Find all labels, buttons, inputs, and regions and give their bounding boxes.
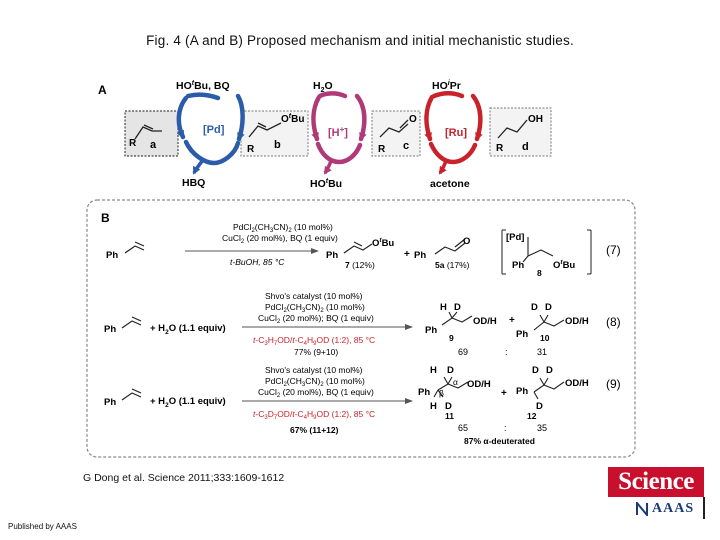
svg-text:Ph: Ph	[326, 250, 339, 261]
svg-text:OD/H: OD/H	[565, 316, 589, 327]
svg-text:H: H	[430, 365, 437, 376]
byproduct-hbq: HBQ	[182, 177, 206, 189]
svg-text:11: 11	[445, 411, 454, 421]
svg-text:D: D	[532, 365, 539, 376]
panel-a	[98, 80, 551, 190]
svg-text:O: O	[409, 114, 417, 125]
acid-catalytic-cycle	[313, 93, 364, 173]
svg-text:+ H2O (1.1 equiv): + $H_2O$ (1.1 equiv)	[150, 323, 226, 336]
citation: G Dong et al. Science 2011;333:1609-1612	[83, 472, 285, 484]
svg-text:D: D	[536, 401, 543, 412]
reaction-8-solvent: $t-C_3H_7OD/t-C_4H_9OD$ (1:2), 85 °C	[253, 335, 376, 347]
svg-text:CuCl2 (20 mol%), BQ (1 equiv): CuCl$_2$ (20 mol%), BQ (1 equiv)	[222, 233, 338, 245]
panel-b	[87, 200, 635, 457]
reaction-8	[104, 291, 621, 357]
byproduct-acetone: acetone	[430, 178, 470, 190]
pd-catalyst: [Pd]	[203, 124, 225, 136]
svg-text:R: R	[129, 138, 137, 149]
aaas-mark-icon	[636, 502, 648, 516]
publisher-credit: Published by AAAS	[8, 522, 77, 531]
reaction-7	[106, 222, 621, 278]
svg-text:Ph: Ph	[425, 325, 438, 336]
science-logo-box	[608, 467, 704, 497]
aaas-logo-text: AAAS	[652, 501, 695, 516]
svg-text::: :	[505, 347, 508, 357]
panel-a-label: A	[98, 83, 107, 97]
svg-text:R: R	[247, 144, 255, 155]
svg-text:PdCl2(CH3CN)2 (10 mol%): $PdCl_2(CH_3CN)_2$ (10 mol%)	[265, 376, 365, 388]
compound-c-label: c	[403, 140, 410, 152]
equation-7-number: (7)	[606, 243, 621, 257]
science-logo	[608, 467, 704, 519]
svg-text:OtBu: $O^tBu$	[553, 259, 576, 271]
svg-text:H: H	[440, 302, 447, 313]
svg-text:OtBu: $O^tBu$	[281, 113, 305, 125]
svg-text::: :	[504, 423, 507, 433]
ratio-65: 65	[458, 423, 469, 433]
svg-text:R: R	[378, 144, 386, 155]
svg-text:+: +	[404, 249, 410, 260]
svg-text:O: O	[463, 236, 471, 247]
svg-text:Ph: Ph	[414, 250, 427, 261]
science-logo-text: Science	[618, 468, 694, 495]
svg-text:Ph: Ph	[106, 250, 119, 261]
reaction-9-solvent: $t-C_3D_7OD/t-C_4H_9OD$ (1:2), 85 °C	[253, 409, 376, 421]
compound-a-label: a	[150, 139, 157, 151]
svg-text:8: 8	[537, 268, 542, 278]
svg-text:D: D	[454, 302, 461, 313]
ratio-69: 69	[458, 347, 469, 357]
equation-8-number: (8)	[606, 315, 621, 329]
svg-text:β: β	[439, 388, 444, 398]
ru-catalyst: [Ru]	[445, 127, 467, 139]
svg-text:D: D	[546, 365, 553, 376]
pd-catalytic-cycle	[179, 95, 243, 173]
reagent-hotbu-bq: $HO^tBu$, BQ	[176, 80, 230, 92]
svg-text:CuCl2 (20 mol%); BQ (1 equiv): CuCl$_2$ (20 mol%); BQ (1 equiv)	[258, 313, 374, 325]
svg-text:OD/H: OD/H	[473, 316, 497, 327]
svg-text:Ph: Ph	[104, 324, 117, 335]
svg-text:12: 12	[527, 411, 537, 421]
svg-text:OH: OH	[528, 114, 543, 125]
panel-b-label: B	[101, 211, 110, 225]
ru-catalytic-cycle	[426, 93, 480, 173]
svg-text:10: 10	[540, 333, 550, 343]
reaction-9-yield: 67% (11+12)	[290, 425, 339, 435]
svg-text:+: +	[501, 388, 507, 399]
svg-text:9: 9	[449, 333, 454, 343]
svg-text:OD/H: OD/H	[565, 378, 589, 389]
svg-text:OtBu: $O^tBu$	[372, 237, 395, 249]
svg-text:+: +	[509, 315, 515, 326]
svg-text:+ H2O (1.1 equiv): + $H_2O$ (1.1 equiv)	[150, 396, 226, 409]
svg-text:Ph: Ph	[516, 329, 529, 340]
ratio-35: 35	[537, 423, 548, 433]
reaction-7-conditions: $PdCl_2(CH_3CN)_2$ (10 mol%)	[233, 222, 333, 234]
reaction-8-yield: 77% (9+10)	[294, 347, 339, 357]
deuteration-note: 87% α-deuterated	[464, 436, 535, 446]
svg-text:Ph: Ph	[512, 260, 525, 271]
reagent-hoipr: $HO^iPr$	[432, 80, 461, 92]
svg-text:Ph: Ph	[418, 387, 431, 398]
equation-9-number: (9)	[606, 377, 621, 391]
svg-text:5a (17%): 5a (17%)	[435, 260, 470, 270]
svg-text:Ph: Ph	[516, 386, 529, 397]
svg-text:α: α	[453, 377, 458, 387]
svg-text:Ph: Ph	[104, 397, 117, 408]
reaction-9	[104, 365, 621, 446]
svg-text:D: D	[531, 302, 538, 313]
logo-divider	[703, 497, 705, 519]
compound-d-label: d	[522, 141, 529, 153]
svg-text:Shvo's catalyst (10 mol%): Shvo's catalyst (10 mol%)	[265, 291, 363, 301]
ratio-31: 31	[537, 347, 548, 357]
svg-text:D: D	[545, 302, 552, 313]
acid-catalyst: [H+]	[328, 125, 348, 139]
compound-b-label: b	[274, 139, 281, 151]
svg-text:R: R	[496, 143, 504, 154]
svg-text:H: H	[430, 401, 437, 412]
figure-caption: Fig. 4 (A and B) Proposed mechanism and initial mechanistic studies.	[146, 33, 574, 48]
reagent-water: $H_2O$	[313, 80, 333, 94]
svg-text:D: D	[447, 365, 454, 376]
svg-text:7 (12%): 7 (12%)	[345, 260, 375, 270]
svg-text:[Pd]: [Pd]	[506, 232, 525, 243]
byproduct-hotbu: $HO^tBu$	[310, 178, 343, 190]
reaction-7-solvent: t-BuOH, 85 °C	[230, 257, 285, 267]
svg-text:OD/H: OD/H	[467, 379, 491, 390]
svg-text:Shvo's catalyst (10 mol%): Shvo's catalyst (10 mol%)	[265, 365, 363, 375]
svg-text:CuCl2 (20 mol%), BQ (1 equiv): CuCl$_2$ (20 mol%), BQ (1 equiv)	[258, 387, 374, 399]
svg-text:D: D	[445, 401, 452, 412]
svg-text:PdCl2(CH3CN)2 (10 mol%): $PdCl_2(CH_3CN)_2$ (10 mol%)	[265, 302, 365, 314]
